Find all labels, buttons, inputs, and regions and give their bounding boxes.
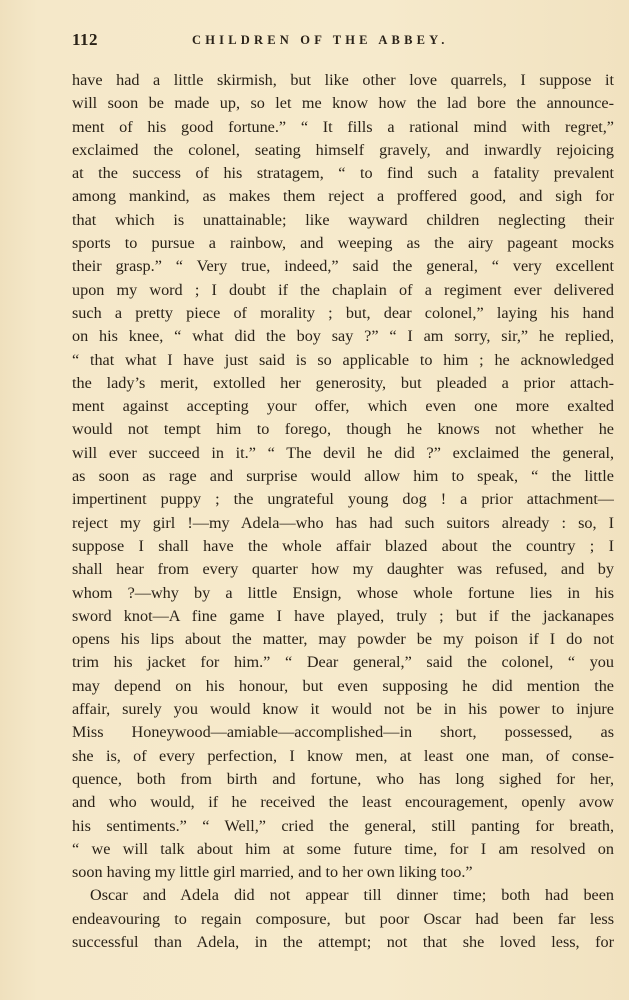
text-line: their grasp.” “ Very true, indeed,” said the general, “ very excellent	[72, 257, 614, 276]
text-line: and who would, if he received the least encouragement, openly avow	[72, 793, 614, 812]
text-line: trim his jacket for him.” “ Dear general,” said the colonel, “ you	[72, 653, 614, 672]
text-line: ment against accepting your offer, which even one more exalted	[72, 397, 614, 416]
text-line: quence, both from birth and fortune, who has long sighed for her,	[72, 769, 614, 788]
text-line: successful than Adela, in the attempt; not that she loved less, for	[72, 932, 614, 951]
text-line: upon my word ; I doubt if the chaplain of a regiment ever delivered	[72, 280, 614, 299]
text-line: as soon as rage and surprise would allow him to speak, “ the little	[72, 467, 614, 486]
text-line: his sentiments.” “ Well,” cried the general, still panting for breath,	[72, 816, 614, 835]
text-line: sword knot—A fine game I have played, truly ; but if the jackanapes	[72, 606, 614, 625]
body-text	[72, 69, 614, 954]
text-line: “ that what I have just said is so applicable to him ; he acknowledged	[72, 350, 614, 369]
text-line: exclaimed the colonel, seating himself gravely, and inwardly rejoicing	[72, 140, 614, 159]
page-number: 112	[72, 30, 99, 49]
text-line: at the success of his stratagem, “ to find such a fatality prevalent	[72, 164, 614, 183]
text-line: she is, of every perfection, I know men, at least one man, of conse-	[72, 746, 614, 765]
text-line: will ever succeed in it.” “ The devil he did ?” exclaimed the general,	[72, 443, 614, 462]
text-line: would not tempt him to forego, though he knows not whether he	[72, 420, 614, 439]
text-line: among mankind, as makes them reject a proffered good, and sigh for	[72, 187, 614, 206]
text-line: sports to pursue a rainbow, and weeping as the airy pageant mocks	[72, 234, 614, 253]
page-header	[72, 30, 614, 54]
text-line: suppose I shall have the whole affair blazed about the country ; I	[72, 536, 614, 555]
text-line: soon having my little girl married, and to her own liking too.”	[72, 863, 473, 882]
text-line: the lady’s merit, extolled her generosity, but pleaded a prior attach-	[72, 373, 614, 392]
text-line: Miss Honeywood—amiable—accomplished—in short, possessed, as	[72, 723, 614, 742]
text-line: impertinent puppy ; the ungrateful young dog ! a prior attachment—	[72, 490, 614, 509]
text-line: will soon be made up, so let me know how the lad bore the announce-	[72, 94, 614, 113]
text-line: “ we will talk about him at some future time, for I am resolved on	[72, 839, 614, 858]
text-line: affair, surely you would know it would not be in his power to injure	[72, 700, 614, 719]
text-line: ment of his good fortune.” “ It fills a rational mind with regret,”	[72, 117, 614, 136]
text-line: such a pretty piece of morality ; but, dear colonel,” laying his hand	[72, 303, 614, 322]
running-head: CHILDREN OF THE ABBEY.	[192, 33, 449, 47]
text-line: opens his lips about the matter, may powder be my poison if I do not	[72, 630, 614, 649]
text-line: on his knee, “ what did the boy say ?” “ I am sorry, sir,” he replied,	[72, 327, 614, 346]
text-line: have had a little skirmish, but like other love quarrels, I suppose it	[72, 71, 614, 89]
text-line: reject my girl !—my Adela—who has had such suitors already : so, I	[72, 513, 614, 532]
text-line: whom ?—why by a little Ensign, whose whole fortune lies in his	[72, 583, 614, 602]
text-line: may depend on his honour, but even supposing he did mention the	[72, 676, 614, 695]
text-line: endeavouring to regain composure, but poor Oscar had been far less	[72, 909, 614, 928]
text-line: Oscar and Adela did not appear till dinner time; both had been	[90, 886, 614, 905]
text-line: that which is unattainable; like wayward children neglecting their	[72, 210, 614, 229]
text-line: shall hear from every quarter how my daughter was refused, and by	[72, 560, 614, 579]
